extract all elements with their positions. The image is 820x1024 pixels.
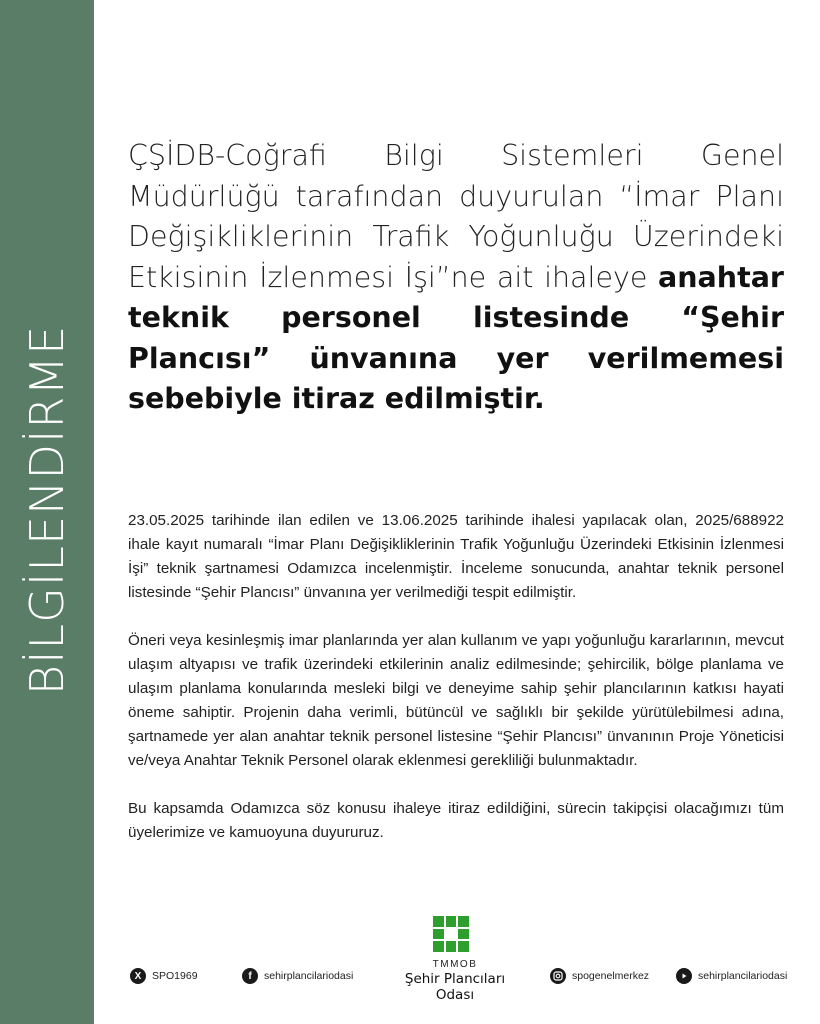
paragraph: Bu kapsamda Odamızca söz konusu ihaleye itiraz edildiğini, sürecin takipçisi olacağımızı tüm üyelerimize ve kamuoyuna duyururuz. (128, 800, 784, 841)
headline-emphasis: anahtar teknik personel listesinde “Şehir Plancısı” ünvanına yer verilmemesi sebebiyle itiraz edilmiştir. (128, 260, 784, 415)
social-x-handle: SPO1969 (152, 970, 198, 982)
headline (128, 136, 784, 420)
logo-org: TMMOB (432, 959, 478, 970)
social-instagram[interactable] (550, 968, 649, 984)
youtube-icon (676, 968, 692, 984)
tmmob-spo-logo (385, 916, 525, 1003)
logo-name: Şehir Plancıları Odası (404, 971, 506, 1003)
paragraph: Öneri veya kesinleşmiş imar planlarında yer alan kullanım ve yapı yoğunluğu kararlarının, mevcut ulaşım altyapısı ve trafik üzerindeki etkilerinin analiz edilmesinde; şehircilik, bölge planlama ve ulaşım planlama konularında mesleki bilgi ve deneyime sahip şehir plancılarının katkısı hayati öneme sahiptir. Projenin daha verimli, bütüncül ve sağlıklı bir şekilde yürütülebilmesi adına, şartnamede yer alan anahtar teknik personel listesine “Şehir Plancısı” ünvanının Proje Yöneticisi ve/veya Anahtar Teknik Personel olarak eklenmesi gerekliliği bulunmaktadır. (128, 632, 784, 769)
social-instagram-handle: spogenelmerkez (572, 970, 650, 982)
social-youtube-handle: sehirplancilariodasi (698, 970, 788, 982)
social-youtube[interactable] (676, 968, 787, 984)
social-facebook[interactable] (242, 968, 353, 984)
headline-intro: ÇŞİDB-Coğrafi Bilgi Sistemleri Genel Müdürlüğü tarafından duyurulan “İmar Planı Değişikliklerinin Trafik Yoğunluğu Üzerindeki Etkisinin İzlenmesi İşi”ne ait ihaleye (128, 139, 784, 294)
sidebar-band (0, 0, 94, 1024)
x-icon: X (130, 968, 146, 984)
social-facebook-handle: sehirplancilariodasi (264, 970, 354, 982)
facebook-icon: f (242, 968, 258, 984)
instagram-icon (550, 968, 566, 984)
paragraph: 23.05.2025 tarihinde ilan edilen ve 13.06.2025 tarihinde ihalesi yapılacak olan, 2025/688922 ihale kayıt numaralı “İmar Planı Değişikliklerinin Trafik Yoğunluğu Üzerindeki Etkisinin İzlenmesi İşi” teknik şartnamesi Odamızca incelenmiştir. İnceleme sonucunda, anahtar teknik personel listesinde “Şehir Plancısı” ünvanına yer verilmediği tespit edilmiştir. (128, 512, 784, 601)
spo-logo-mark-icon (433, 916, 469, 952)
sidebar-title: BİLGİLENDİRME (20, 324, 74, 696)
body-text (128, 509, 784, 869)
social-x[interactable] (130, 968, 198, 984)
